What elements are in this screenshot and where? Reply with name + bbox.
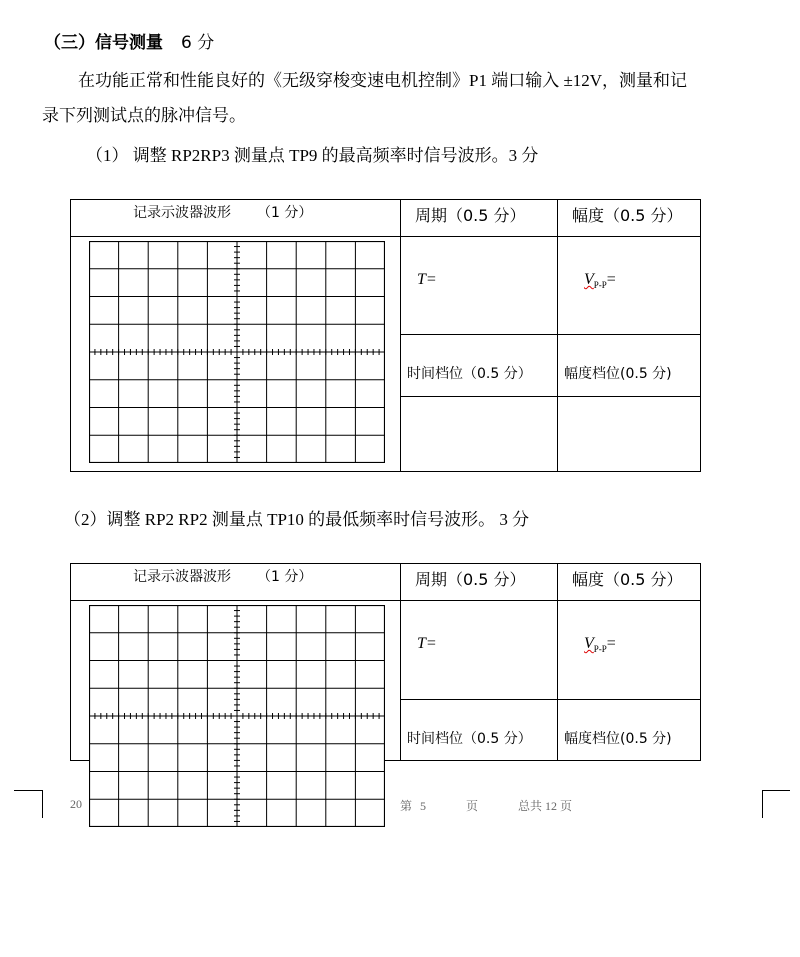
section-points: 6 分 (181, 33, 215, 53)
measurement-table-2 (70, 563, 701, 761)
crop-mark-left-v (42, 790, 43, 818)
amplitude-header: 幅度（0.5 分） (558, 200, 701, 237)
crop-mark-right-h (762, 790, 790, 791)
period-label: T= (417, 271, 437, 288)
intro-line-2: 录下列测试点的脉冲信号。 (42, 106, 246, 125)
vpp-value-cell[interactable] (558, 237, 701, 335)
osc-header: 记录示波器波形 （1 分） (71, 200, 401, 237)
oscilloscope-grid (89, 241, 385, 463)
oscilloscope-grid (89, 605, 385, 827)
amp-gear-label: 幅度档位(0.5 分) (564, 730, 672, 747)
intro-line-1: 在功能正常和性能良好的《无级穿梭变速电机控制》P1 端口输入 ±12V，测量和记 (78, 71, 688, 90)
question-1: （1） 调整 RP2RP3 测量点 TP9 的最高频率时信号波形。3 分 (86, 146, 539, 165)
amplitude-header: 幅度（0.5 分） (558, 564, 701, 601)
section-title (44, 28, 214, 53)
time-gear-cell[interactable] (401, 699, 558, 760)
osc-header: 记录示波器波形 （1 分） (71, 564, 401, 601)
vpp-label: $V_{P-P}=$ (584, 635, 616, 655)
time-gear-label: 时间档位（0.5 分） (407, 366, 532, 383)
amp-gear-cell[interactable] (558, 699, 701, 760)
time-gear-cell[interactable] (401, 335, 558, 396)
period-header: 周期（0.5 分） (401, 200, 558, 237)
oscilloscope-grid-cell[interactable] (71, 237, 401, 472)
amp-gear-label: 幅度档位(0.5 分) (564, 366, 672, 383)
period-header: 周期（0.5 分） (401, 564, 558, 601)
crop-mark-left-h (14, 790, 42, 791)
vpp-value-cell[interactable] (558, 601, 701, 700)
footer-left-number: 20 (70, 797, 82, 811)
vpp-label: $V_{P-P}=$ (584, 271, 616, 291)
amp-gear-answer-cell[interactable] (558, 396, 701, 471)
footer-page: 第 5 页 总共 12 页 (400, 799, 573, 813)
measurement-table-1 (70, 199, 701, 472)
question-2: （2）调整 RP2 RP2 测量点 TP10 的最低频率时信号波形。 3 分 (64, 510, 530, 529)
crop-mark-right-v (762, 790, 763, 818)
section-title-text: （三）信号测量 (44, 33, 163, 53)
time-gear-answer-cell[interactable] (401, 396, 558, 471)
time-gear-label: 时间档位（0.5 分） (407, 730, 532, 747)
period-value-cell[interactable] (401, 237, 558, 335)
period-label: T= (417, 635, 437, 652)
period-value-cell[interactable] (401, 601, 558, 700)
amp-gear-cell[interactable] (558, 335, 701, 396)
oscilloscope-grid-cell[interactable] (71, 601, 401, 761)
